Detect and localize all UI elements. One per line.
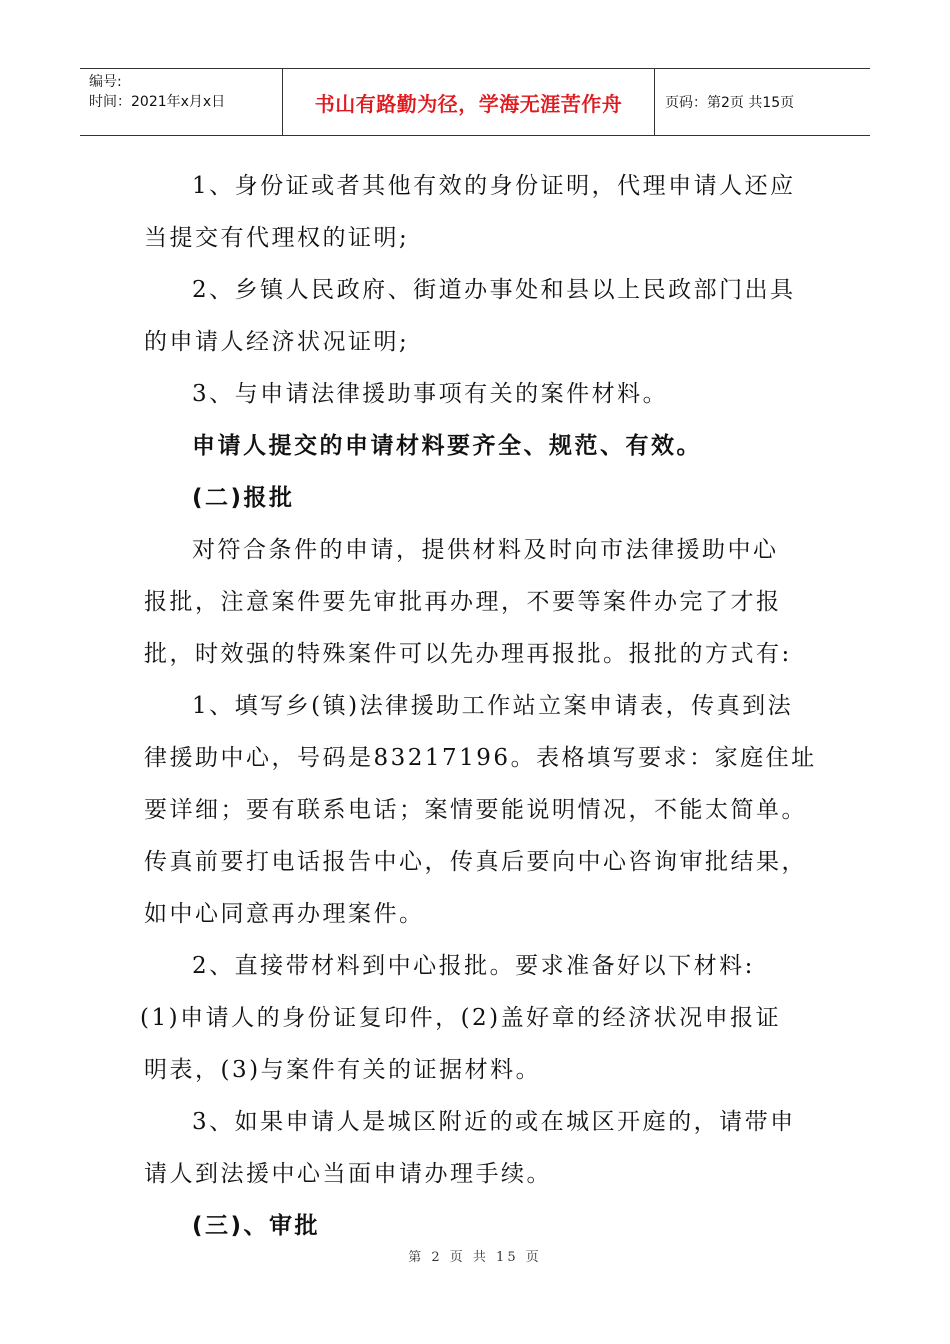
body-paragraph-line: 要详细；要有联系电话；案情要能说明情况，不能太简单。: [144, 797, 807, 823]
body-paragraph-line: 报批，注意案件要先审批再办理，不要等案件办完了才报: [144, 589, 782, 615]
body-paragraph-line: 2、直接带材料到中心报批。要求准备好以下材料:: [192, 953, 755, 979]
body-paragraph-line: 对符合条件的申请，提供材料及时向市法律援助中心: [192, 537, 779, 563]
body-paragraph-line: 律援助中心，号码是83217196。表格填写要求：家庭住址: [144, 745, 817, 771]
body-paragraph-line: (三)、审批: [192, 1213, 321, 1239]
body-paragraph-line: 1、身份证或者其他有效的身份证明，代理申请人还应: [192, 173, 796, 199]
body-paragraph-line: 请人到法援中心当面申请办理手续。: [144, 1161, 552, 1187]
header-page-info: 页码：第2页 共15页: [665, 95, 795, 111]
body-paragraph-line: 3、与申请法律援助事项有关的案件材料。: [192, 381, 669, 407]
header-motto: 书山有路勤为径，学海无涯苦作舟: [283, 69, 655, 135]
body-paragraph-line: (1)申请人的身份证复印件，(2)盖好章的经济状况申报证: [140, 1005, 782, 1031]
body-paragraph-line: 2、乡镇人民政府、街道办事处和县以上民政部门出具: [192, 277, 796, 303]
body-paragraph-line: 1、填写乡(镇)法律援助工作站立案申请表，传真到法: [192, 693, 794, 719]
body-paragraph-line: 的申请人经济状况证明;: [144, 329, 410, 355]
body-paragraph-line: 当提交有代理权的证明;: [144, 225, 410, 251]
date-label: 时间：2021年x月x日: [89, 94, 226, 110]
body-paragraph-line: 批，时效强的特殊案件可以先办理再报批。报批的方式有:: [144, 641, 792, 667]
document-body: [140, 160, 817, 1252]
page-footer: 第 2 页 共 15 页: [408, 1250, 542, 1265]
body-paragraph-line: 传真前要打电话报告中心，传真后要向中心咨询审批结果，: [144, 849, 807, 875]
body-paragraph-line: 3、如果申请人是城区附近的或在城区开庭的，请带申: [192, 1109, 796, 1135]
body-paragraph-line: 如中心同意再办理案件。: [144, 901, 425, 927]
serial-number-label: 编号:: [89, 74, 122, 90]
document-header: [80, 68, 870, 136]
body-paragraph-line: 申请人提交的申请材料要齐全、规范、有效。: [192, 433, 702, 459]
body-paragraph-line: (二)报批: [192, 485, 295, 511]
body-paragraph-line: 明表，(3)与案件有关的证据材料。: [144, 1057, 542, 1083]
header-meta-cell: [80, 69, 283, 135]
